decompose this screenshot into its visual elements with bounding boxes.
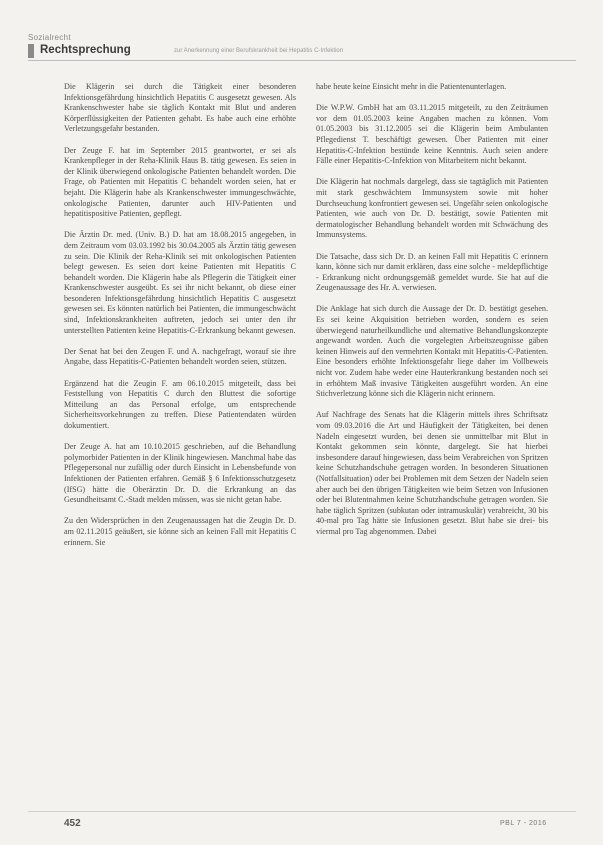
journal-issue: PBL 7 - 2016 [500,820,547,827]
left-column [64,82,296,802]
paragraph: habe heute keine Einsicht mehr in die Patientenunterlagen. [316,82,507,91]
header-accent-bar [28,44,34,58]
paragraph: Die W.P.W. GmbH hat am 03.11.2015 mitgeteilt, zu den Zeiträumen vor dem 01.05.2003 keine Angaben machen zu können. Vom 01.05.2003 bis 31.12.2005 sei die Klägerin beim Ambulanten Pflegedienst T. beschäftigt gewesen. Über Patienten mit einer Hepatitis-C-Infektion bestünde keine Kenntnis. Auch seien andere Fälle einer Hepatitis-C-Infektion von Mitarbeitern nicht bekannt. [316,103,548,166]
page-title: Rechtsprechung [40,44,131,56]
paragraph: Der Senat hat bei den Zeugen F. und A. nachgefragt, worauf sie ihre Angabe, dass Hepatitis-C-Patienten behandelt worden seien, stützen. [64,346,296,367]
right-column [316,82,548,802]
paragraph: Auf Nachfrage des Senats hat die Klägerin mittels ihres Schriftsatz vom 09.03.2016 die Art und Häufigkeit der Tätigkeiten, bei denen Nadeln eingesetzt wurden, bei denen sie unmittelbar mit Blut in Kontakt gekommen sein könnte, dargelegt. Sie hat hierbei insbesondere darauf hingewiesen, dass beim Verabreichen von Spritzen keine Schutzhandschuhe getragen worden. In besonderen Situationen (Notfallsituation) oder bei Problemen mit dem Setzen der Nadeln seien aber auch bei den übrigen Tätigkeiten wie beim Setzen von Infusionen oder bei Blutentnahmen keine Schutzhandschuhe getragen worden. Sie habe täglich Spritzen (subkutan oder intramuskulär) verabreicht, 30 bis 40-mal pro Tag hätte sie Infusionen gesetzt. Blut habe sie drei- bis viermal pro Tag abgenommen. Dabei [316,410,548,536]
paragraph: Ergänzend hat die Zeugin F. am 06.10.2015 mitgeteilt, dass bei Feststellung von Hepatitis C durch den Bluttest die sofortige Mitteilung an das Personal erfolge, um entsprechende Sicherheitsvorkehrungen zu treffen. Diese Patientendaten würden dokumentiert. [64,378,296,430]
page-subtitle: zur Anerkennung einer Berufskrankheit bei Hepatitis C-Infektion [174,48,344,54]
paragraph: Die Klägerin sei durch die Tätigkeit einer besonderen Infektionsgefährdung hinsichtlich Hepatitis C ausgesetzt gewesen. Als Krankenschwester habe sie täglich Kontakt mit Blut und anderen Körperflüssigkeiten der Patienten gehabt. Es habe auch eine erhöhte Verletzungsgefahr bestanden. [64,82,296,134]
paragraph: Der Zeuge F. hat im September 2015 geantwortet, er sei als Krankenpfleger in der Reha-Klinik Haus B. tätig gewesen. Es seien in der Klinik überwiegend onkologische Patienten behandelt worden. Die Frage, ob Patienten mit Hepatitis C behandelt worden seien, hat er bejaht. Die Klägerin habe als Krankenschwester immungeschwächte, onkologische Patienten, darunter auch HIV-Patienten und hepatitispositive Patienten, gepflegt. [64,145,296,219]
paragraph: Die Ärztin Dr. med. (Univ. B.) D. hat am 18.08.2015 angegeben, in dem Zeitraum vom 03.03.1992 bis 30.04.2005 als Ärztin tätig gewesen zu sein. Die Klinik der Reha-Klinik sei mit onkologischen Patienten belegt gewesen. Es seien dort keine Patienten mit Hepatitis C behandelt worden. Die Klägerin habe als Pflegerin die Tätigkeit einer Krankenschwester ausgeübt. Es sei ihr nicht bekannt, ob diese einer besonderen Infektionsgefährdung hinsichtlich Hepatitis C ausgesetzt gewesen sei. Es könnten natürlich bei Patienten, die immungeschwächt sind, Infektionskrankheiten auftreten, jedoch sei unter den ihr unterstellten Patienten keine Hepatitis-C-Erkrankung bekannt gewesen. [64,230,296,335]
header-divider [28,60,576,61]
page-number: 452 [64,818,81,829]
paragraph: Der Zeuge A. hat am 10.10.2015 geschrieben, auf die Behandlung polymorbider Patienten in der Klinik hingewiesen. Manchmal habe das Pflegepersonal nur zufällig oder durch Einsicht in Lebensbefunde von Infektionen der Patienten erfahren. Gemäß § 6 Infektionsschutzgesetz (IfSG) hätte die Oberärztin Dr. D. die Erkrankung an das Gesundheitsamt C.-Stadt melden müssen, was sie nicht getan habe. [64,442,296,505]
footer-divider [28,811,576,812]
paragraph: Zu den Widersprüchen in den Zeugenaussagen hat die Zeugin Dr. D. am 02.11.2015 geäußert, sie könne sich an keinen Fall mit Hepatitis C erinnern. Sie [64,516,296,547]
section-label: Sozialrecht [28,33,71,42]
paragraph: Die Klägerin hat nochmals dargelegt, dass sie tagtäglich mit Patienten mit stark geschwächtem Immunsystem sowie mit hoher Durchseuchung konfrontiert gewesen sei. Ungefähr seien onkologische Patienten, wie auch von Dr. D. bestätigt, sowie Patienten mit dermatologischer Behandlung behandelt worden mit Schwächung des Immunsystems. [316,177,548,240]
paragraph: Die Tatsache, dass sich Dr. D. an keinen Fall mit Hepatitis C erinnern kann, könne sich nur damit erklären, dass eine solche - meldepflichtige - Erkrankung nicht ordnungsgemäß gemeldet wurde. Sie hat auf die Zeugenaussage des Hr. A. verwiesen. [316,251,548,293]
paragraph: Die Anklage hat sich durch die Aussage der Dr. D. bestätigt gesehen. Es sei keine Akquisition betrieben worden, sondern es seien überwiegend naturheilkundliche und alternative Behandlungskonzepte angewandt worden. Auch die vorgelegten Arbeitszeugnisse gäben keinen Hinweis auf den vermehrten Kontakt mit Hepatitis-C-Patienten. Eine besonders erhöhte Infektionsgefahr liege daher im Vollbeweis nicht vor. Zudem habe weder eine Hauterkrankung bestanden noch sei in erhöhtem Maß invasive Tätigkeiten ausgeführt worden. An eine Stichverletzung könne sich die Klägerin nicht erinnern. [316,304,548,399]
